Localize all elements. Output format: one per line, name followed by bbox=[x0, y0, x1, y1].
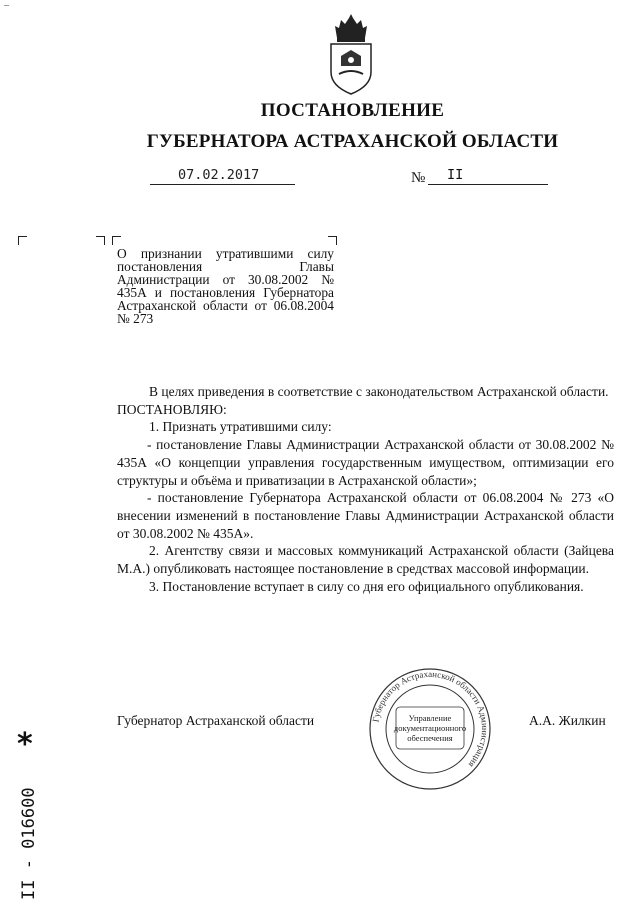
subject-corner-mark bbox=[112, 236, 121, 245]
document-title: ПОСТАНОВЛЕНИЕ bbox=[260, 100, 445, 121]
signatory-position: Губернатор Астраханской области bbox=[117, 713, 315, 728]
registration-code-text: II - 016600 bbox=[19, 787, 39, 900]
clause-1b: - постановление Губернатора Астраханской области от 06.08.2004 № 273 «О внесении изменений в постановление Главы Администрации Астраханской области от 30.08.2002 № 435А». bbox=[117, 490, 614, 541]
clause-2: 2. Агентству связи и массовых коммуникаций Астраханской области (Зайцева М.А.) опубликовать настоящее постановление в средствах массовой информации. bbox=[117, 543, 614, 577]
number-label: № bbox=[411, 170, 426, 186]
document-number: II bbox=[447, 167, 464, 183]
signatory-name: А.А. Жилкин bbox=[529, 713, 606, 728]
margin-registration-code bbox=[14, 772, 40, 902]
document-body bbox=[117, 383, 614, 595]
address-corner-mark bbox=[18, 236, 27, 245]
margin-asterisk: * bbox=[17, 727, 33, 762]
clause-1: 1. Признать утратившими силу: bbox=[149, 419, 332, 435]
stamp-outer-text: Губернатор Астраханской области Администрация bbox=[370, 668, 491, 770]
decree-word: ПОСТАНОВЛЯЮ: bbox=[117, 401, 227, 417]
stamp-inner-line1: Управление bbox=[408, 713, 452, 723]
clause-3: 3. Постановление вступает в силу со дня его официального опубликования. bbox=[149, 578, 584, 594]
coat-of-arms-emblem bbox=[325, 14, 377, 96]
stamp-inner-line3: обеспечения bbox=[407, 733, 453, 743]
issuer-title: ГУБЕРНАТОРА АСТРАХАНСКОЙ ОБЛАСТИ bbox=[146, 131, 559, 152]
preamble: В целях приведения в соответствие с законодательством Астраханской области. bbox=[149, 384, 609, 399]
address-corner-mark bbox=[96, 236, 105, 245]
date-underline bbox=[150, 184, 295, 185]
subject-corner-mark bbox=[328, 236, 337, 245]
document-subject: О признании утратившими силу постановления Главы Администрации от 30.08.2002 № 435А и постановления Губернатора Астраханской области от 06.08.2004 № 273 bbox=[117, 246, 334, 326]
document-date: 07.02.2017 bbox=[178, 167, 260, 183]
corner-mark: – bbox=[4, 0, 9, 11]
number-underline bbox=[428, 184, 548, 185]
official-stamp bbox=[366, 667, 494, 791]
stamp-inner-line2: документационного bbox=[393, 723, 467, 733]
clause-1a: - постановление Главы Администрации Астраханской области от 30.08.2002 № 435А «О концепции управления государственным имуществом, оптимизации его структуры и объёма и приватизации в Астраханской области»; bbox=[117, 437, 614, 488]
